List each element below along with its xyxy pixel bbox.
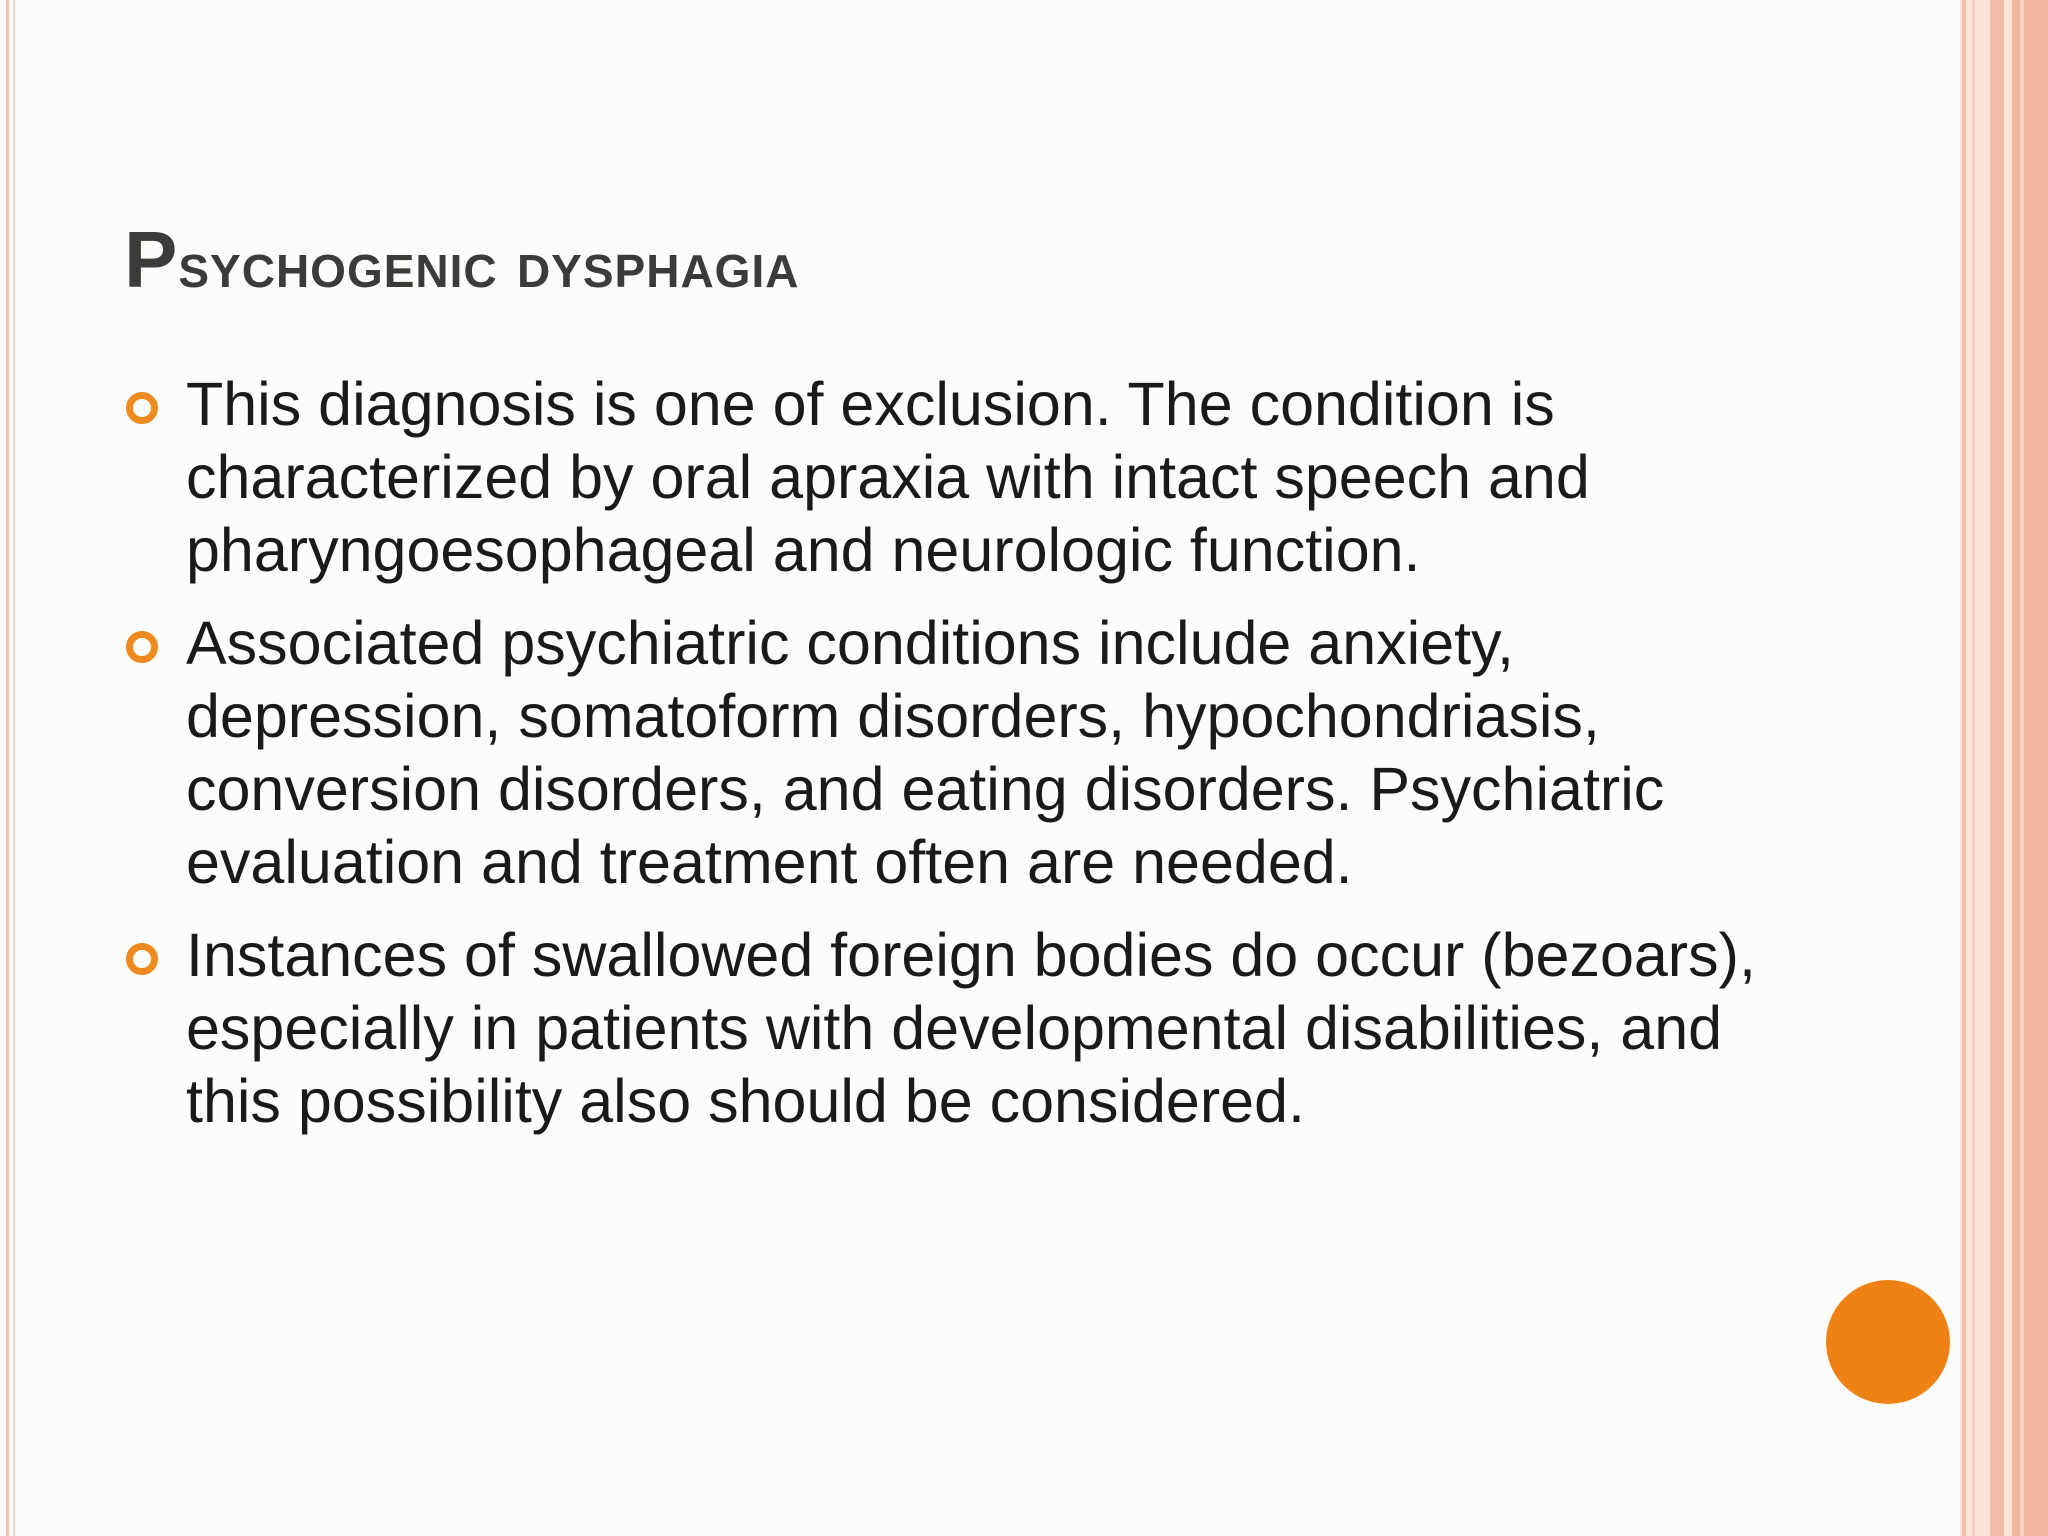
ring-bullet-icon (126, 943, 158, 975)
right-border-stripe (2020, 0, 2024, 1536)
bullet-item (124, 607, 1764, 899)
ring-bullet-icon (126, 392, 158, 424)
bullet-item (124, 919, 1764, 1138)
right-border-stripe (1972, 0, 1975, 1536)
ring-bullet-icon (126, 631, 158, 663)
slide-title-rest: sychogenic dysphagia (178, 227, 800, 301)
bullet-text: This diagnosis is one of exclusion. The condition is characterized by oral apraxia with intact speech and pharyngoesophageal and neurologic function. (186, 370, 1590, 584)
bullet-text: Instances of swallowed foreign bodies do occur (bezoars), especially in patients with developmental disabilities, and this possibility also should be considered. (186, 921, 1756, 1135)
right-border-stripe (1962, 0, 1966, 1536)
right-border-stripe (2012, 0, 2048, 1536)
left-border-stripe (13, 0, 15, 1536)
left-border-stripe (6, 0, 9, 1536)
right-border-stripe (1990, 0, 2004, 1536)
accent-circle-decoration (1826, 1280, 1950, 1404)
bullet-list (124, 368, 1764, 1158)
bullet-item (124, 368, 1764, 587)
slide-title-initial: P (124, 215, 179, 304)
slide-title (124, 214, 799, 306)
bullet-text: Associated psychiatric conditions include anxiety, depression, somatoform disorders, hypochondriasis, conversion disorders, and eating disorders. Psychiatric evaluation and treatment often are needed. (186, 609, 1665, 896)
